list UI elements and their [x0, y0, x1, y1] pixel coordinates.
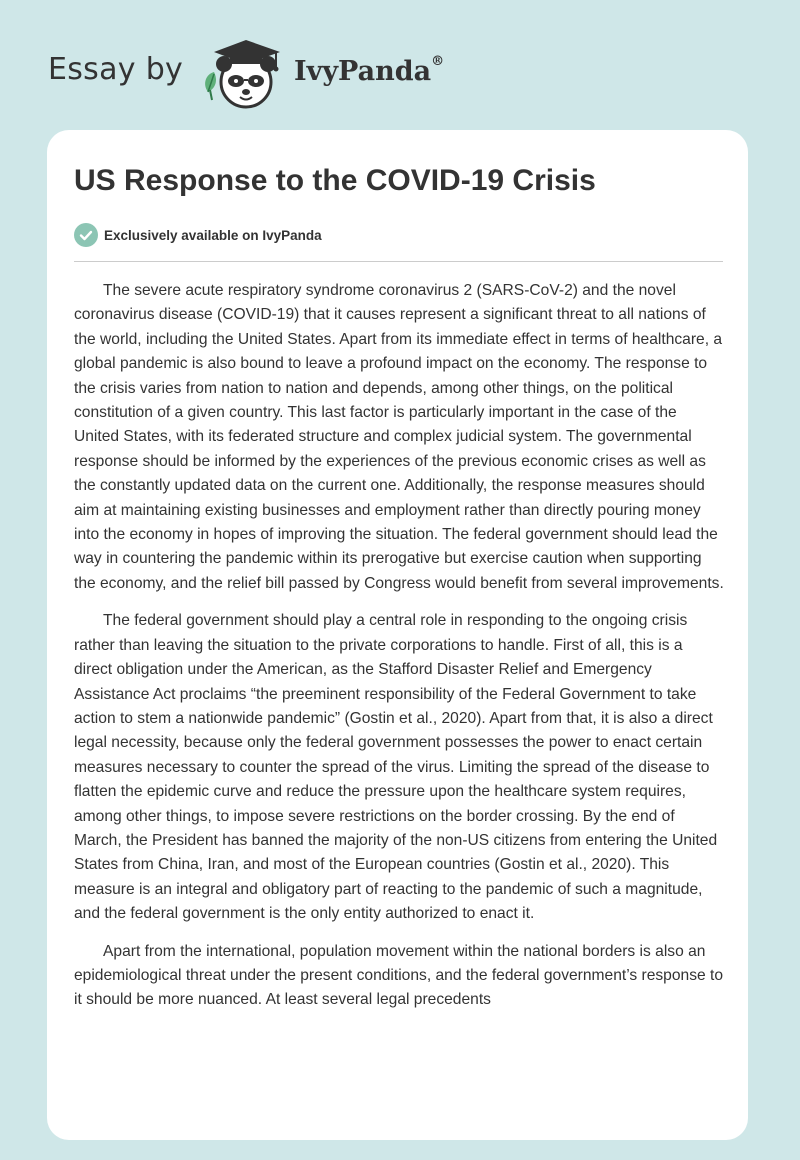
paragraph: The federal government should play a central role in responding to the ongoing crisis rather than leaving the situation to the private corporations to handle. First of all, this is a direct obligation under the American, as the Stafford Disaster Relief and Emergency Assistance Act proclaims “the preeminent responsibility of the Federal Government to take action to stem a nationwide pandemic” (Gostin et al., 2020). Apart from that, it is also a direct legal necessity, because only the federal government possesses the power to enact certain measures necessary to counter the spread of the virus. Limiting the spread of the disease to flatten the epidemic curve and reduce the pressure upon the healthcare system requires, among other things, to impose severe restrictions on the border crossing. By the end of March, the President has banned the majority of the non-US citizens from entering the United States from China, Iran, and most of the European countries (Gostin et al., 2020). This measure is an integral and obligatory part of reacting to the pandemic of such a magnitude, and the federal government is the only entity authorized to enact it. — [74, 612, 718, 923]
article-card — [47, 130, 748, 1140]
exclusive-badge — [74, 223, 322, 247]
brand-prefix: Essay by — [48, 52, 184, 87]
panda-logo-icon[interactable] — [200, 34, 286, 112]
paragraph: Apart from the international, population movement within the national borders is also an epidemiological threat under the present conditions, and the federal government’s response to it should be more nuanced. At least several legal precedents — [74, 942, 723, 1009]
paragraph: The severe acute respiratory syndrome coronavirus 2 (SARS-CoV-2) and the novel coronavirus disease (COVID-19) that it causes represent a significant threat to all nations of the world, including the United States. Apart from its immediate effect in terms of healthcare, a global pandemic is also bound to leave a profound impact on the economy. The response to the crisis varies from nation to nation and depends, among other things, on the political constitution of a given country. This last factor is particularly important in the case of the United States, with its federated structure and complex judicial system. The governmental response should be informed by the experiences of the previous economic crises as well as the constantly updated data on the current one. Additionally, the response measures should aim at maintaining existing businesses and employment rather than directly pouring money into the economy in hopes of improving the situation. The federal government should lead the way in countering the pandemic within its prerogative but exercise caution when supporting the economy, and the relief bill passed by Congress would benefit from several improvements. — [74, 282, 724, 592]
divider — [74, 261, 723, 262]
page-title: US Response to the COVID-19 Crisis — [74, 164, 596, 197]
check-circle-icon — [74, 223, 98, 247]
registered-mark: ® — [431, 54, 445, 69]
badge-label: Exclusively available on IvyPanda — [104, 227, 322, 243]
brand-name[interactable]: IvyPanda® — [294, 54, 445, 87]
article-body — [74, 279, 724, 1026]
site-header — [48, 32, 468, 112]
